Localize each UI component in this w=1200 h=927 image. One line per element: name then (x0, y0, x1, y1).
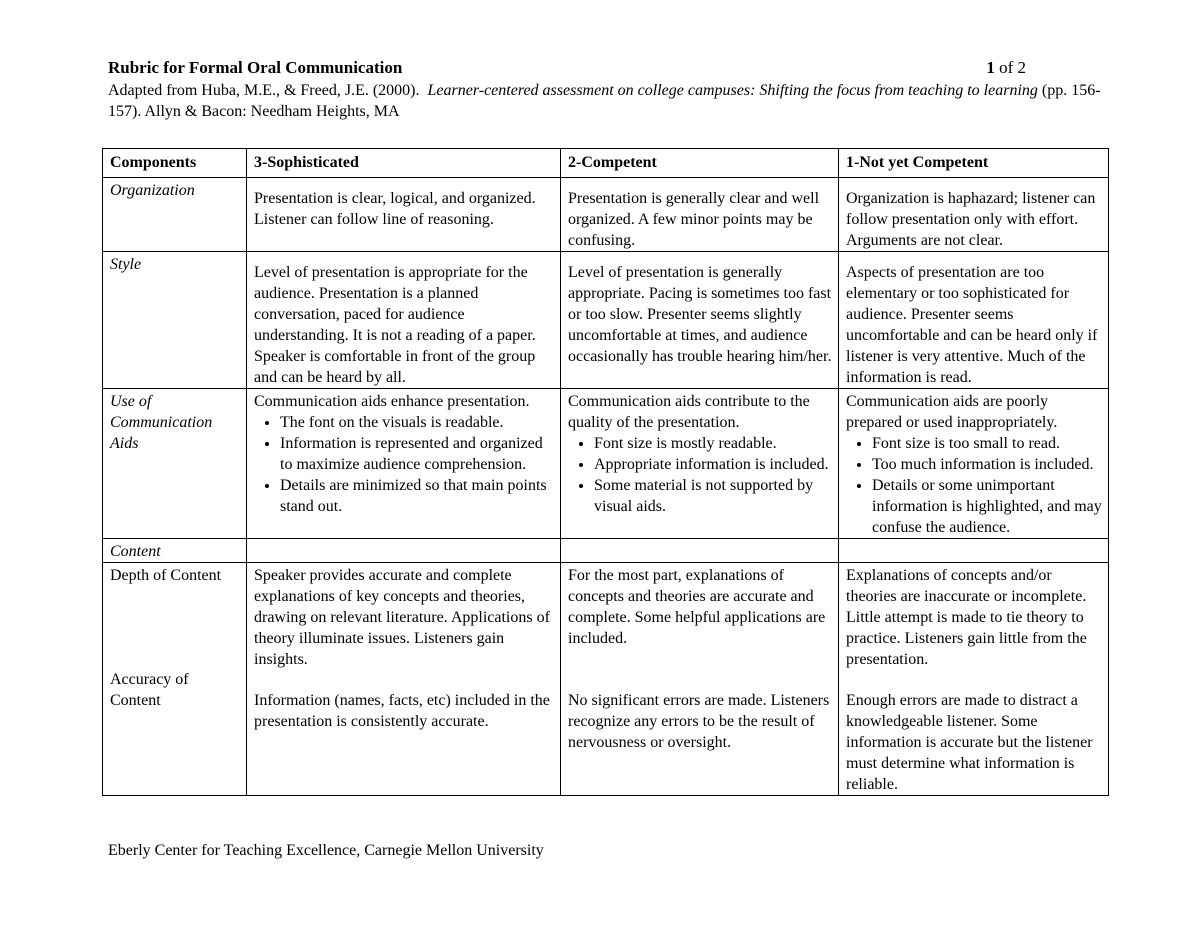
label-communication-aids: Use of Communication Aids (103, 389, 247, 539)
cell-content-empty-2 (561, 539, 839, 563)
cell-style-2: Level of presentation is generally appropriate. Pacing is sometimes too fast or too slow. Presenter seems slightly uncomfortable at times, and audience occasionally has trouble hearing him/her. (561, 252, 839, 389)
aids-2-intro: Communication aids contribute to the quality of the presentation. (568, 393, 810, 431)
title-row (108, 58, 1028, 80)
cell-content-empty-3 (247, 539, 561, 563)
depth-1: Explanations of concepts and/or theories are inaccurate or incomplete. Little attempt is made to tie theory to practice. Listeners gain little from the presentation. (846, 567, 1087, 668)
list-item: • Appropriate information is included. (594, 454, 832, 475)
list-item: • The font on the visuals is readable. (280, 412, 554, 433)
cell-organization-3: Presentation is clear, logical, and organized. Listener can follow line of reasoning. (247, 178, 561, 252)
spacer (846, 670, 1102, 690)
spacer (110, 606, 240, 627)
spacer (254, 670, 554, 690)
labels-content (103, 563, 247, 796)
page-indicator (986, 58, 1026, 78)
aids-1-list (846, 433, 1102, 538)
cell-organization-2: Presentation is generally clear and well organized. A few minor points may be confusing. (561, 178, 839, 252)
row-organization (103, 178, 1109, 252)
accuracy-1: Enough errors are made to distract a knowledgeable listener. Some information is accurate but the listener must determine what information is reliable. (846, 692, 1093, 793)
citation (108, 80, 1108, 122)
cell-aids-3 (247, 389, 561, 539)
header-not-yet-competent: 1-Not yet Competent (839, 149, 1109, 178)
list-item: • Font size is mostly readable. (594, 433, 832, 454)
cell-content-3 (247, 563, 561, 796)
label-depth-of-content: Depth of Content (110, 567, 222, 584)
spacer (568, 670, 832, 690)
aids-2-list (568, 433, 832, 517)
aids-3-intro: Communication aids enhance presentation. (254, 393, 530, 410)
row-style (103, 252, 1109, 389)
spacer (110, 627, 240, 648)
cell-style-1: Aspects of presentation are too elementary or too sophisticated for audience. Presenter seems uncomfortable and can be heard only if listener is very attentive. Much of the information is read. (839, 252, 1109, 389)
cell-aids-2 (561, 389, 839, 539)
label-accuracy-of-content: Accuracy of Content (110, 671, 189, 709)
citation-authors: Adapted from Huba, M.E., & Freed, J.E. (2000). (108, 82, 420, 99)
accuracy-2: No significant errors are made. Listeners recognize any errors to be the result of nervousness or oversight. (568, 692, 830, 751)
header-row (103, 149, 1109, 178)
header-sophisticated: 3-Sophisticated (247, 149, 561, 178)
spacer (110, 586, 240, 606)
cell-content-2 (561, 563, 839, 796)
list-item: • Details or some unimportant information is highlighted, and may confuse the audience. (872, 475, 1102, 538)
spacer (110, 648, 240, 669)
cell-content-1 (839, 563, 1109, 796)
list-item: • Font size is too small to read. (872, 433, 1102, 454)
cell-style-3: Level of presentation is appropriate for the audience. Presentation is a planned conversation, paced for audience understanding. It is not a reading of a paper. Speaker is comfortable in front of the group and can be heard by all. (247, 252, 561, 389)
rubric-table (102, 148, 1109, 796)
header-competent: 2-Competent (561, 149, 839, 178)
label-organization: Organization (103, 178, 247, 252)
row-communication-aids (103, 389, 1109, 539)
cell-organization-1: Organization is haphazard; listener can follow presentation only with effort. Arguments are not clear. (839, 178, 1109, 252)
header-components: Components (103, 149, 247, 178)
page-of: of 2 (999, 58, 1026, 77)
document-title: Rubric for Formal Oral Communication (108, 58, 403, 77)
list-item: • Information is represented and organized to maximize audience comprehension. (280, 433, 554, 475)
depth-3: Speaker provides accurate and complete explanations of key concepts and theories, drawing on relevant literature. Applications of theory illuminate issues. Listeners gain insights. (254, 567, 550, 668)
label-content: Content (103, 539, 247, 563)
aids-1-intro: Communication aids are poorly prepared or used inappropriately. (846, 393, 1058, 431)
row-content-details (103, 563, 1109, 796)
list-item: • Some material is not supported by visual aids. (594, 475, 832, 517)
label-style: Style (103, 252, 247, 389)
row-content-heading (103, 539, 1109, 563)
citation-book-title: Learner-centered assessment on college campuses: Shifting the focus from teaching to learning (427, 82, 1038, 99)
cell-aids-1 (839, 389, 1109, 539)
aids-3-list (254, 412, 554, 517)
cell-content-empty-1 (839, 539, 1109, 563)
footer: Eberly Center for Teaching Excellence, Carnegie Mellon University (108, 842, 544, 859)
accuracy-3: Information (names, facts, etc) included in the presentation is consistently accurate. (254, 692, 550, 730)
list-item: • Too much information is included. (872, 454, 1102, 475)
citation-publisher: (pp. 156-157). Allyn & Bacon: Needham Heights, MA (108, 82, 1101, 120)
list-item: • Details are minimized so that main points stand out. (280, 475, 554, 517)
page-current: 1 (986, 58, 995, 77)
depth-2: For the most part, explanations of concepts and theories are accurate and complete. Some helpful applications are included. (568, 567, 826, 647)
